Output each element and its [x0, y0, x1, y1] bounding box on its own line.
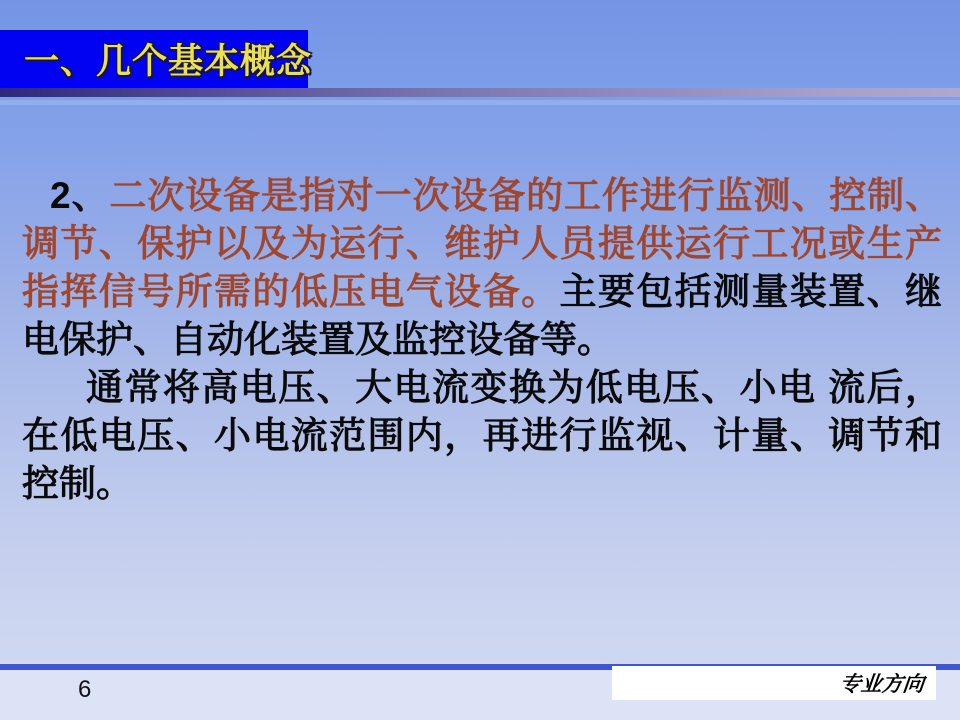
- title-underline-band: [0, 88, 960, 97]
- footer-box: [612, 666, 936, 700]
- slide-body: [22, 172, 942, 508]
- paragraph-highlight-text: 二次设备是指对一次设备的工作进行监测、控制、调节、保护以及为运行、维护人员提供运行工况或生产指挥信号所需的低压电气设备。: [22, 175, 943, 312]
- title-underline-highlight: [0, 100, 960, 105]
- paragraph-definition: [22, 172, 942, 364]
- paragraph-rest-text: 主要包括测量装置、继电保护、自动化装置及监控设备等。: [22, 271, 943, 360]
- page-number: 6: [78, 676, 92, 703]
- paragraph-lead-number: 2、: [50, 175, 110, 216]
- slide-title-bar: [0, 30, 313, 88]
- slide-title: 一、几个基本概念: [24, 42, 313, 81]
- footer-label: 专业方向: [838, 673, 926, 696]
- paragraph-conversion: 通常将高电压、大电流变换为低电压、小电 流后，在低电压、小电流范围内，再进行监视、计量、调节和控制。: [22, 367, 942, 504]
